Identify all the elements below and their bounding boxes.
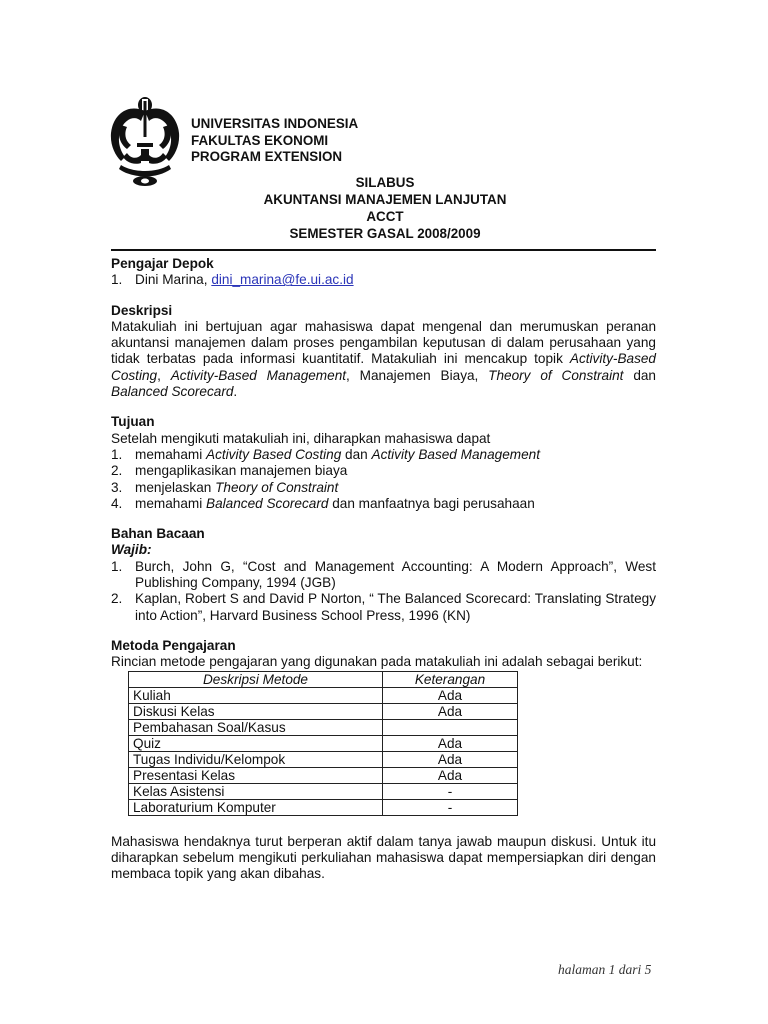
table-header-row: [129, 671, 518, 687]
method-name: Presentasi Kelas: [129, 767, 383, 783]
list-number: 4.: [111, 495, 123, 511]
list-text: Kaplan, Robert S and David P Norton, “ The Balanced Scorecard: Translating Strategy into Action”, Harvard Business School Press, 1996 (KN): [135, 591, 656, 623]
list-number: 2.: [111, 463, 123, 479]
text-run-italic: Activity-Based Management: [170, 367, 347, 383]
list-item: [111, 480, 656, 496]
document-body: [111, 256, 656, 882]
method-name: Kuliah: [129, 687, 383, 703]
column-header: Keterangan: [383, 671, 518, 687]
text-run: memahami: [135, 495, 207, 511]
section-title-bahan-bacaan: Bahan Bacaan: [111, 526, 205, 542]
table-row: [129, 783, 518, 799]
makara-ui-logo-icon: [107, 97, 183, 187]
text-run: .: [233, 384, 238, 400]
list-number: 1.: [111, 272, 123, 288]
methods-table: [128, 671, 518, 816]
list-item: [111, 496, 656, 512]
page-number: halaman 1 dari 5: [558, 962, 652, 977]
list-item: [111, 463, 656, 479]
method-status: Ada: [383, 687, 518, 703]
text-run: dan: [341, 446, 372, 462]
section-title-deskripsi: Deskripsi: [111, 302, 173, 318]
text-run-italic: Theory of Constraint: [215, 479, 339, 495]
method-status: [383, 719, 518, 735]
text-run-italic: Balanced Scorecard: [111, 384, 234, 400]
method-name: Pembahasan Soal/Kasus: [129, 719, 383, 735]
deskripsi-paragraph: [111, 319, 656, 400]
list-number: 1.: [111, 558, 123, 574]
title-line: SILABUS: [355, 175, 415, 190]
text-run: Matakuliah ini bertujuan agar mahasiswa dapat mengenal dan merumuskan peranan akuntansi manajemen dalam proses pengambilan keputusan di dalam perusahaan yang tidak terbatas pada informasi kuantitatif. Matakuliah ini mencakup topik: [111, 318, 656, 367]
method-status: Ada: [383, 767, 518, 783]
section-title-pengajar: Pengajar Depok: [111, 256, 214, 271]
text-run-italic: Activity Based Management: [371, 446, 540, 462]
institution-block: [191, 116, 358, 166]
table-row: [129, 751, 518, 767]
list-item: [111, 559, 656, 592]
wajib-subtitle: Wajib:: [111, 542, 152, 558]
closing-paragraph: Mahasiswa hendaknya turut berperan aktif dalam tanya jawab maupun diskusi. Untuk itu diharapkan sebelum mengikuti perkuliahan mahasiswa dapat mempersiapkan diri dengan membaca topik yang akan dibahas.: [111, 833, 656, 882]
institution-line: FAKULTAS EKONOMI: [191, 132, 329, 148]
list-text: [135, 480, 656, 496]
list-item: [111, 447, 656, 463]
title-line: AKUNTANSI MANAJEMEN LANJUTAN: [263, 192, 507, 207]
method-status: Ada: [383, 703, 518, 719]
text-run-italic: Activity-Based Costing: [111, 351, 656, 383]
method-status: Ada: [383, 751, 518, 767]
tujuan-intro: Setelah mengikuti matakuliah ini, diharapkan mahasiswa dapat: [111, 430, 491, 446]
list-number: 3.: [111, 479, 123, 495]
institution-line: UNIVERSITAS INDONESIA: [191, 116, 359, 131]
column-header: Deskripsi Metode: [129, 671, 383, 687]
list-number: 1.: [111, 446, 123, 462]
method-status: Ada: [383, 735, 518, 751]
table-row: [129, 703, 518, 719]
list-text: [135, 447, 656, 463]
method-name: Kelas Asistensi: [129, 783, 383, 799]
tujuan-list: [111, 447, 656, 512]
method-name: Diskusi Kelas: [129, 703, 383, 719]
table-row: [129, 719, 518, 735]
text-run: , Manajemen Biaya,: [346, 367, 489, 383]
document-title: [230, 174, 540, 242]
table-row: [129, 735, 518, 751]
list-text: [135, 496, 656, 512]
method-status: -: [383, 799, 518, 815]
lecturer-name: Dini Marina,: [135, 272, 212, 288]
text-run: memahami: [135, 446, 207, 462]
list-text: [135, 272, 656, 288]
list-number: 2.: [111, 591, 123, 607]
text-run: dan: [623, 367, 656, 383]
metoda-intro: Rincian metode pengajaran yang digunakan pada matakuliah ini adalah sebagai berikut:: [111, 654, 643, 670]
table-row: [129, 767, 518, 783]
list-text: Burch, John G, “Cost and Management Accounting: A Modern Approach”, West Publishing Company, 1994 (JGB): [135, 558, 656, 591]
text-run-italic: Balanced Scorecard: [206, 495, 329, 511]
text-run-italic: Theory of Constraint: [488, 367, 624, 383]
list-item: [111, 272, 656, 288]
title-line: ACCT: [366, 209, 404, 224]
method-name: Laboraturium Komputer: [129, 799, 383, 815]
lecturer-email-link[interactable]: dini_marina@fe.ui.ac.id: [211, 272, 354, 288]
section-title-metoda: Metoda Pengajaran: [111, 637, 236, 653]
text-run: ,: [157, 367, 171, 383]
method-name: Quiz: [129, 735, 383, 751]
text-run: menjelaskan: [135, 479, 216, 495]
header-divider: [111, 249, 656, 251]
section-title-tujuan: Tujuan: [111, 414, 155, 430]
list-text: [135, 463, 656, 479]
pengajar-list: [111, 272, 656, 288]
title-line: SEMESTER GASAL 2008/2009: [289, 226, 481, 241]
method-name: Tugas Individu/Kelompok: [129, 751, 383, 767]
method-status: -: [383, 783, 518, 799]
table-row: [129, 799, 518, 815]
text-run: mengaplikasikan manajemen biaya: [135, 463, 348, 479]
list-item: [111, 591, 656, 624]
reading-list: [111, 559, 656, 624]
table-row: [129, 687, 518, 703]
text-run-italic: Activity Based Costing: [206, 446, 342, 462]
text-run: dan manfaatnya bagi perusahaan: [328, 495, 535, 511]
institution-line: PROGRAM EXTENSION: [191, 149, 343, 164]
